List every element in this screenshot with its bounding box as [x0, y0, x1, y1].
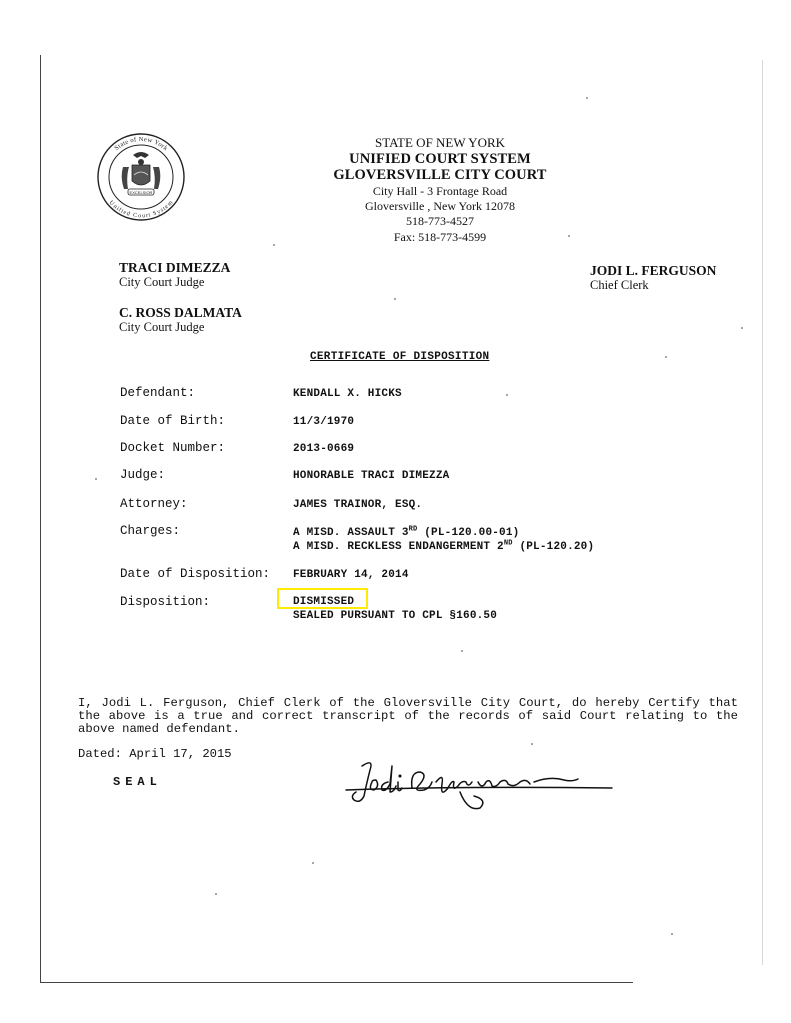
disposition-date-value: FEBRUARY 14, 2014 [293, 569, 409, 581]
defendant-value: KENDALL X. HICKS [293, 388, 402, 400]
scan-speck [506, 394, 508, 396]
docket-value: 2013-0669 [293, 443, 355, 455]
court-phone: 518-773-4527 [406, 214, 474, 228]
attorney-label: Attorney: [120, 497, 188, 511]
state-name: STATE OF NEW YORK [374, 135, 506, 150]
page-border-right [762, 60, 763, 965]
certificate-title: CERTIFICATE OF DISPOSITION [310, 351, 490, 363]
judge2-name: C. ROSS DALMATA [119, 305, 242, 320]
judge1-title: City Court Judge [119, 275, 205, 289]
scan-speck [671, 933, 673, 935]
dob-label: Date of Birth: [120, 414, 226, 428]
dob-value: 11/3/1970 [293, 416, 355, 428]
seal-ring-text: State of New York [113, 136, 169, 153]
docket-label: Docket Number: [120, 441, 226, 455]
scan-speck [741, 327, 743, 329]
disposition-date-label: Date of Disposition: [120, 567, 271, 581]
court-system: UNIFIED COURT SYSTEM [349, 151, 531, 167]
page-border-left [40, 55, 41, 983]
scan-speck [665, 356, 667, 358]
judge-value: HONORABLE TRACI DIMEZZA [293, 470, 450, 482]
disposition-label: Disposition: [120, 595, 211, 609]
clerk-signature [340, 752, 620, 822]
seal-bottom-text: Unified Court System [107, 199, 175, 220]
charge-2-text: A MISD. RECKLESS ENDANGERMENT 2 [293, 541, 504, 553]
defendant-label: Defendant: [120, 386, 196, 400]
page-border-bottom [40, 982, 633, 983]
scan-speck [461, 650, 463, 652]
judge1-name: TRACI DIMEZZA [119, 260, 231, 275]
judge-label: Judge: [120, 468, 166, 482]
seal-label: SEAL [113, 775, 162, 789]
scan-speck [394, 298, 396, 300]
attorney-value: JAMES TRAINOR, ESQ. [293, 499, 423, 511]
charges-label: Charges: [120, 524, 181, 538]
clerk-name: JODI L. FERGUSON [590, 263, 717, 278]
charge-1-code: (PL-120.00-01) [417, 527, 520, 539]
scan-speck [215, 893, 217, 895]
clerk-title: Chief Clerk [590, 278, 649, 292]
charge-2-sup: ND [503, 539, 513, 548]
charge-2 [293, 541, 594, 553]
scan-speck [568, 235, 570, 237]
court-name: GLOVERSVILLE CITY COURT [333, 167, 547, 183]
court-address-line1: City Hall - 3 Frontage Road [372, 184, 508, 198]
certification-text: I, Jodi L. Ferguson, Chief Clerk of the Gloversville City Court, do hereby Certify that the above is a true and correct transcript of the records of said Court relating to the above named defendant. [78, 696, 738, 736]
disposition-value: DISMISSED [293, 596, 355, 608]
dated-line: Dated: April 17, 2015 [78, 747, 232, 761]
scan-speck [586, 97, 588, 99]
scan-speck [273, 244, 275, 246]
disposition-note: SEALED PURSUANT TO CPL §160.50 [293, 610, 498, 622]
scan-speck [95, 478, 97, 480]
charge-1 [293, 527, 519, 539]
charge-2-code: (PL-120.20) [512, 541, 595, 553]
scan-speck [531, 743, 533, 745]
court-fax: Fax: 518-773-4599 [393, 230, 487, 244]
svg-text:EXCELSIOR: EXCELSIOR [129, 189, 153, 195]
charge-1-text: A MISD. ASSAULT 3 [293, 527, 409, 539]
court-address-line2: Gloversville , New York 12078 [365, 199, 515, 213]
disposition-highlight [277, 588, 368, 609]
svg-text:Unified Court System [108, 200, 175, 220]
charge-1-sup: RD [408, 525, 418, 534]
judge2-title: City Court Judge [119, 320, 205, 334]
scan-speck [312, 862, 314, 864]
new-york-state-seal-icon [96, 131, 186, 223]
